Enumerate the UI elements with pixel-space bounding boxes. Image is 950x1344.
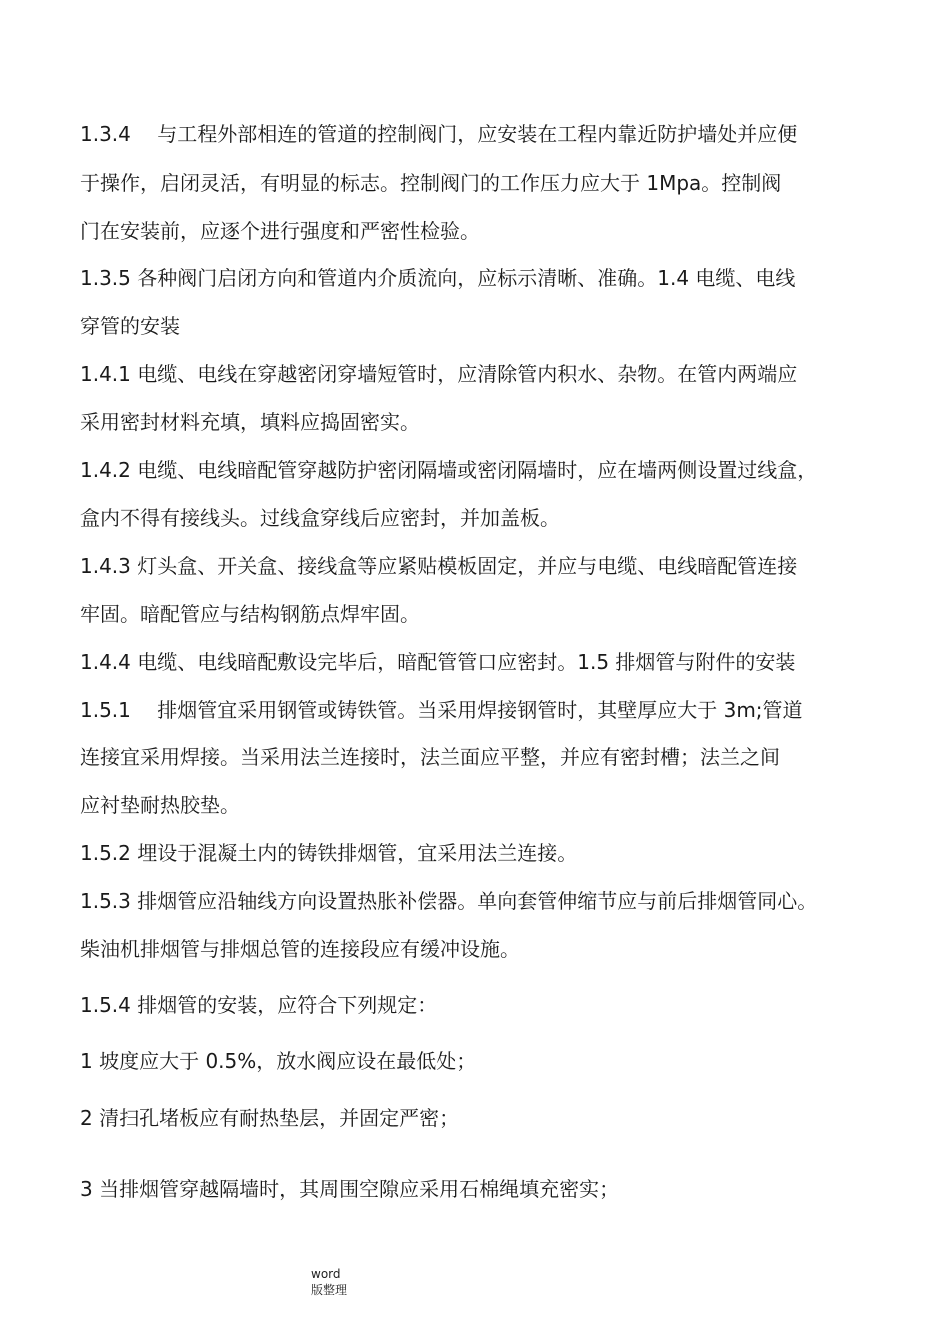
text-line: 1.4.2 电缆、电线暗配管穿越防护密闭隔墙或密闭隔墙时，应在墙两侧设置过线盒， — [80, 458, 818, 482]
text-line: 于操作，启闭灵活，有明显的标志。控制阀门的工作压力应大于 1Mpa。控制阀 — [80, 171, 782, 195]
footer-label-line1: word — [311, 1267, 341, 1281]
text-line: 应衬垫耐热胶垫。 — [80, 793, 240, 817]
text-line: 1.3.5 各种阀门启闭方向和管道内介质流向，应标示清晰、准确。1.4 电缆、电线 — [80, 266, 796, 290]
text-line: 1.4.4 电缆、电线暗配敷设完毕后，暗配管管口应密封。1.5 排烟管与附件的安装 — [80, 650, 796, 674]
text-line: 盒内不得有接线头。过线盒穿线后应密封，并加盖板。 — [80, 506, 560, 530]
text-line: 1.3.4 与工程外部相连的管道的控制阀门，应安装在工程内靠近防护墙处并应便 — [80, 122, 798, 146]
text-line: 柴油机排烟管与排烟总管的连接段应有缓冲设施。 — [80, 937, 520, 961]
text-line: 1.5.4 排烟管的安装，应符合下列规定： — [80, 993, 438, 1017]
text-line: 连接宜采用焊接。当采用法兰连接时，法兰面应平整，并应有密封槽；法兰之间 — [80, 745, 780, 769]
text-line: 1.5.1 排烟管宜采用钢管或铸铁管。当采用焊接钢管时，其壁厚应大于 3m;管道 — [80, 698, 803, 722]
text-line: 2 清扫孔堵板应有耐热垫层，并固定严密； — [80, 1106, 460, 1130]
text-line: 1.5.3 排烟管应沿轴线方向设置热胀补偿器。单向套管伸缩节应与前后排烟管同心。 — [80, 889, 818, 913]
text-line: 采用密封材料充填，填料应捣固密实。 — [80, 410, 420, 434]
text-line: 穿管的安装 — [80, 314, 180, 338]
footer-label-line2: 版整理 — [311, 1283, 348, 1297]
text-line: 1 坡度应大于 0.5%，放水阀应设在最低处； — [80, 1049, 477, 1073]
text-line: 牢固。暗配管应与结构钢筋点焊牢固。 — [80, 602, 420, 626]
text-line: 门在安装前，应逐个进行强度和严密性检验。 — [80, 219, 480, 243]
text-line: 1.5.2 埋设于混凝土内的铸铁排烟管，宜采用法兰连接。 — [80, 841, 578, 865]
text-line: 1.4.1 电缆、电线在穿越密闭穿墙短管时，应清除管内积水、杂物。在管内两端应 — [80, 362, 798, 386]
text-line: 3 当排烟管穿越隔墙时，其周围空隙应采用石棉绳填充密实； — [80, 1177, 620, 1201]
text-line: 1.4.3 灯头盒、开关盒、接线盒等应紧贴模板固定，并应与电缆、电线暗配管连接 — [80, 554, 798, 578]
